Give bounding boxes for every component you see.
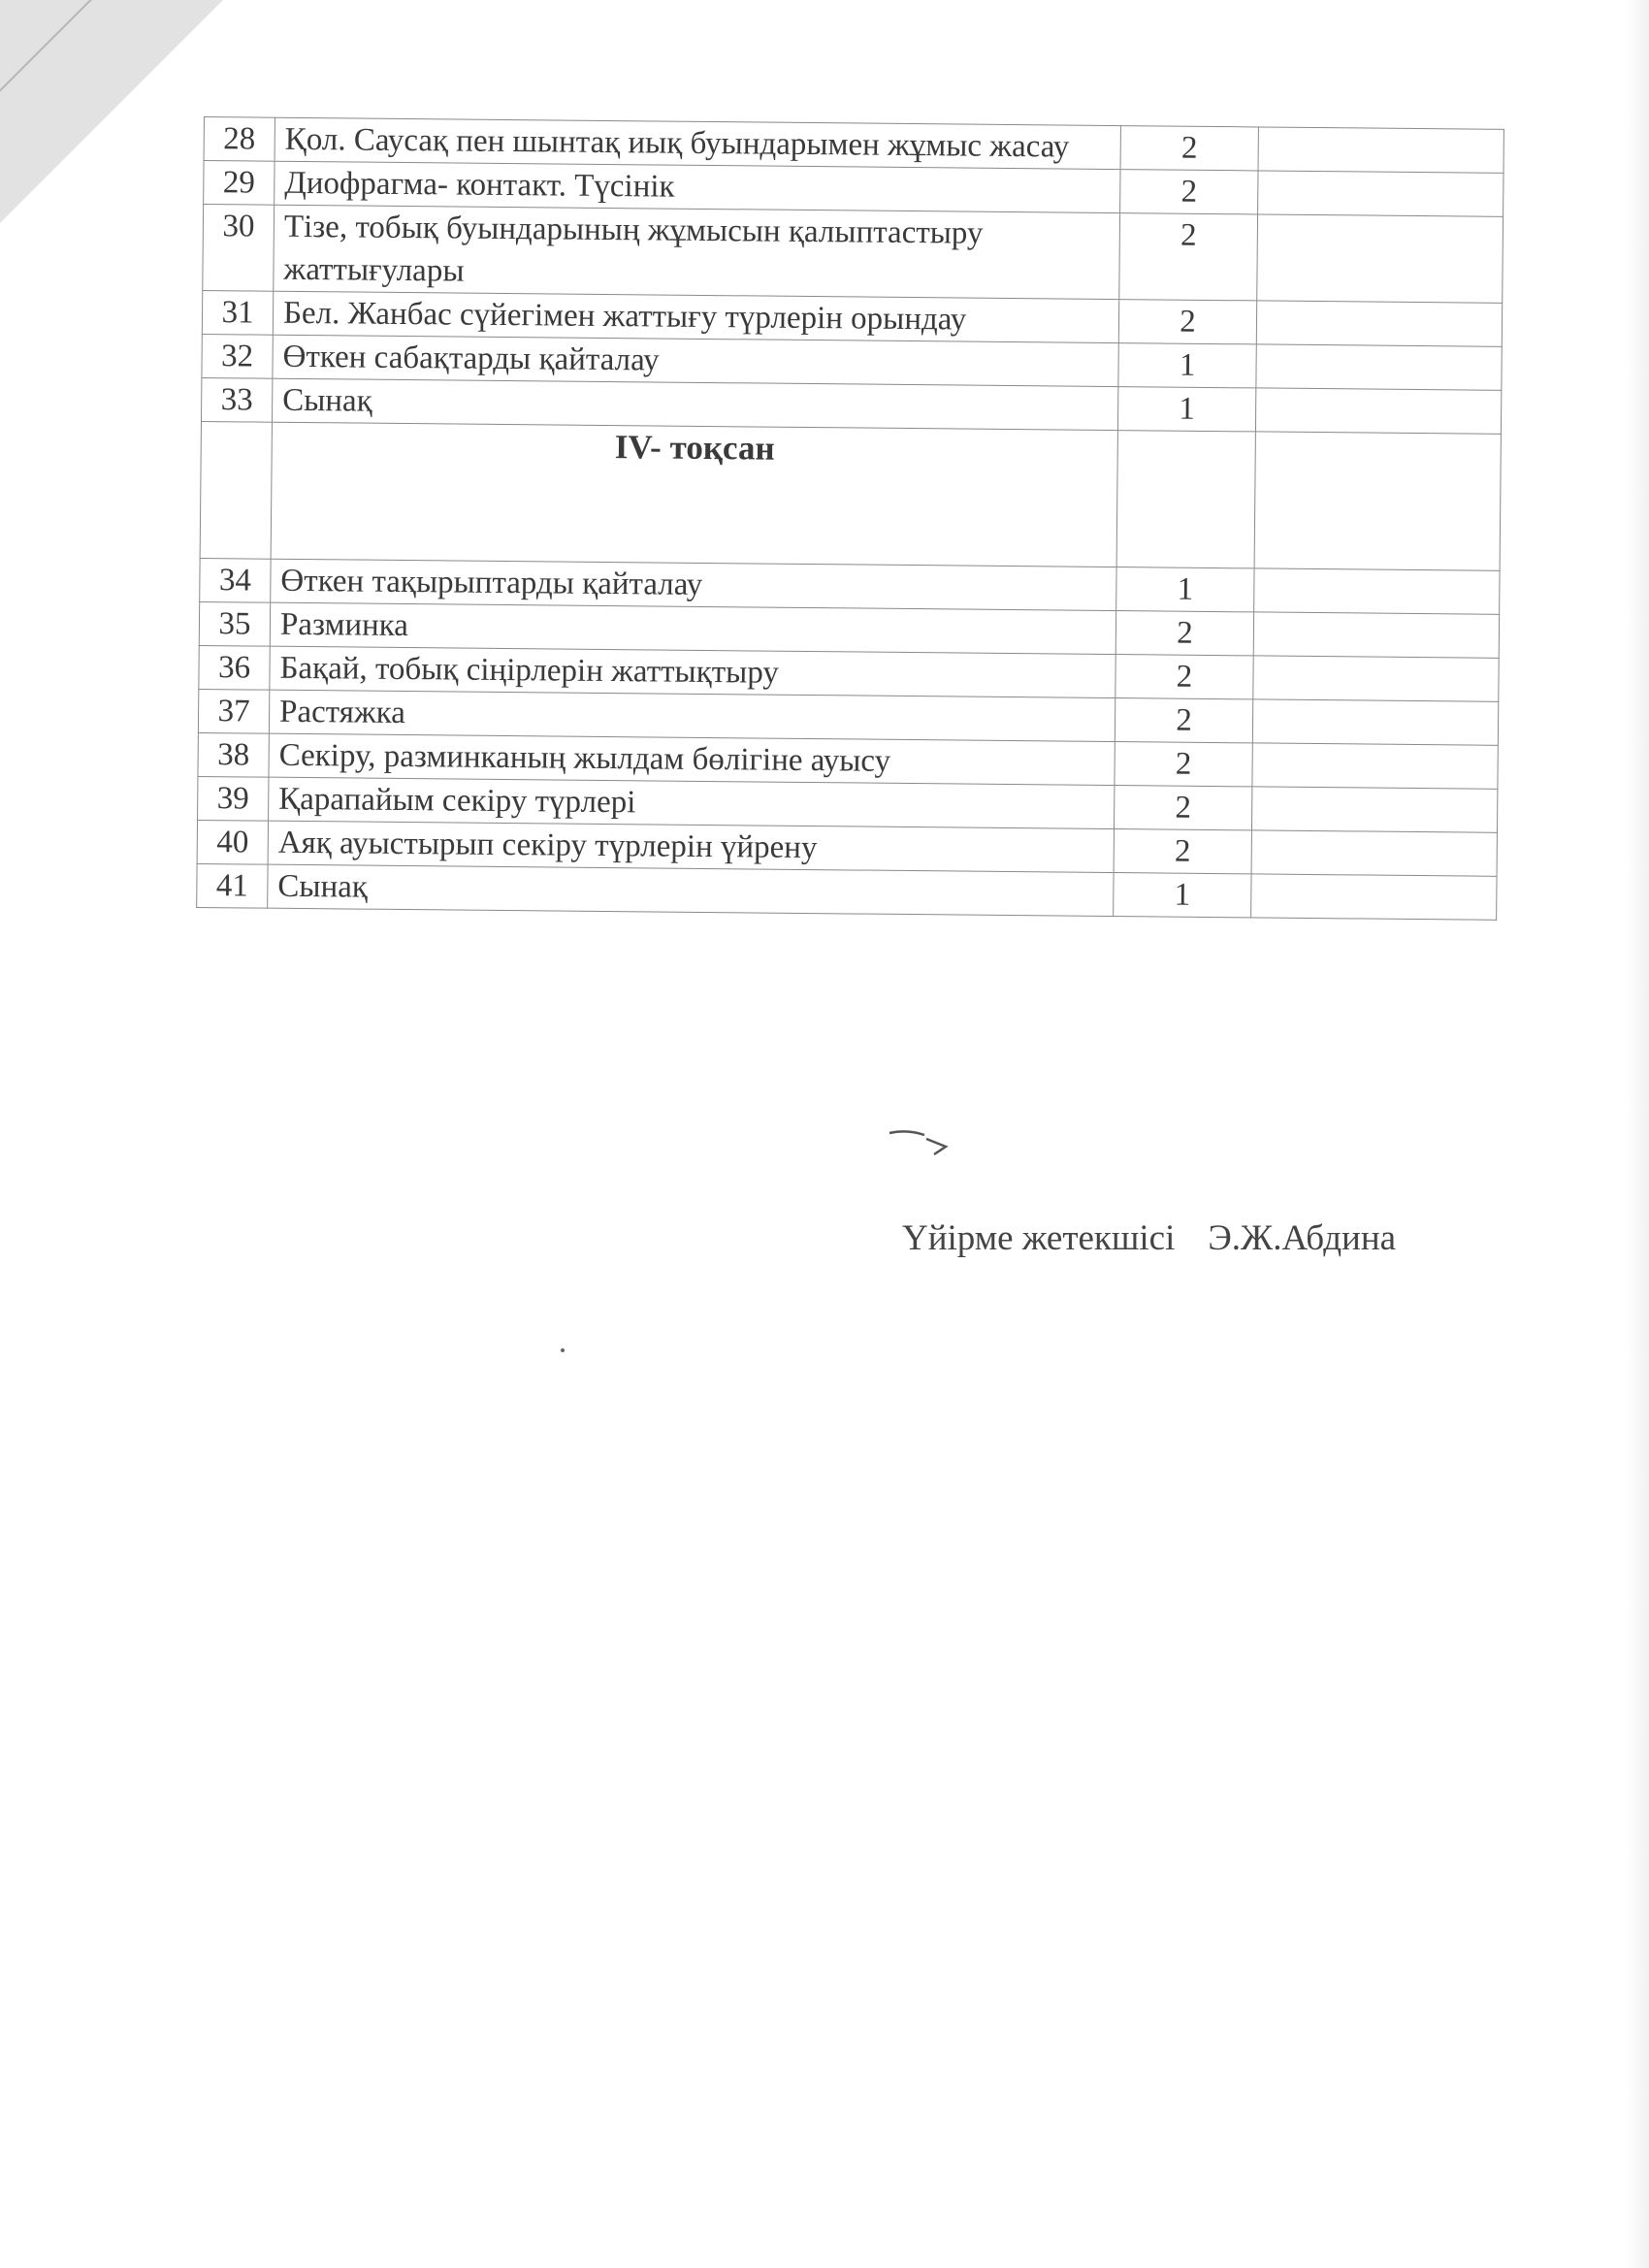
row-hours-cell: 2 <box>1114 829 1251 874</box>
row-topic-cell: Өткен тақырыптарды қайталау <box>271 559 1116 610</box>
row-topic-cell: Сынақ <box>272 378 1117 430</box>
row-number-cell: 31 <box>202 290 273 335</box>
empty-cell <box>1254 432 1501 570</box>
quarter-header-row <box>200 421 1501 570</box>
row-note-cell <box>1257 214 1504 303</box>
row-topic-cell: Өткен сабақтарды қайталау <box>273 335 1118 386</box>
empty-cell <box>200 421 272 559</box>
row-note-cell <box>1258 127 1504 173</box>
row-number-cell: 32 <box>202 334 273 378</box>
row-number-cell: 36 <box>199 645 270 690</box>
row-note-cell <box>1251 787 1497 832</box>
row-number-cell: 28 <box>204 117 275 162</box>
table-body <box>197 117 1504 921</box>
row-hours-cell: 1 <box>1116 567 1254 612</box>
row-hours-cell: 2 <box>1114 786 1251 830</box>
row-topic-cell: Секіру, разминканың жылдам бөлігіне ауысу <box>269 733 1115 785</box>
row-number-cell: 41 <box>197 863 268 908</box>
row-number-cell: 37 <box>198 689 269 733</box>
signature-line <box>902 1217 1396 1259</box>
row-note-cell <box>1258 171 1504 216</box>
row-topic-cell: Аяқ ауыстырып секіру түрлерін үйрену <box>268 821 1114 872</box>
row-note-cell <box>1253 612 1499 658</box>
row-hours-cell: 2 <box>1120 170 1258 214</box>
row-hours-cell: 2 <box>1119 213 1258 301</box>
scan-speck <box>561 1348 565 1352</box>
row-number-cell: 29 <box>204 161 275 206</box>
row-topic-cell: Тізе, тобық буындарының жұмысын қалыптастыру жаттығулары <box>274 205 1120 299</box>
row-note-cell <box>1252 743 1498 789</box>
row-number-cell: 38 <box>198 732 269 777</box>
row-number-cell: 30 <box>203 205 275 292</box>
row-topic-cell: Бақай, тобық сіңірлерін жаттықтыру <box>270 646 1116 697</box>
row-hours-cell: 1 <box>1118 343 1256 388</box>
row-hours-cell: 2 <box>1115 698 1252 743</box>
row-hours-cell: 2 <box>1116 655 1253 699</box>
row-topic-cell: Қол. Саусақ пен шынтақ иық буындарымен жұмыс жасау <box>275 117 1120 169</box>
signature-mark <box>888 1125 965 1164</box>
empty-cell <box>1116 431 1255 568</box>
row-number-cell: 39 <box>198 776 269 821</box>
row-number-cell: 34 <box>200 558 271 602</box>
row-note-cell <box>1254 568 1500 614</box>
row-note-cell <box>1256 344 1502 390</box>
row-topic-cell: Бел. Жанбас сүйегімен жаттығу түрлерін орындау <box>273 291 1118 342</box>
row-hours-cell: 1 <box>1114 873 1251 918</box>
row-number-cell: 33 <box>201 377 272 422</box>
row-note-cell <box>1251 874 1497 920</box>
row-number-cell: 40 <box>197 820 268 864</box>
row-hours-cell: 2 <box>1115 742 1252 787</box>
row-hours-cell: 1 <box>1117 387 1255 432</box>
lesson-plan-table <box>196 116 1504 921</box>
row-note-cell <box>1253 656 1499 701</box>
row-note-cell <box>1255 388 1501 434</box>
row-topic-cell: Разминка <box>270 602 1116 654</box>
row-note-cell <box>1252 699 1498 745</box>
page-edge-shadow <box>1626 0 1649 2268</box>
row-topic-cell: Диофрагма- контакт. Түсінік <box>275 161 1120 212</box>
row-topic-cell: Сынақ <box>268 864 1114 916</box>
signature-name: Э.Ж.Абдина <box>1208 1218 1397 1258</box>
signature-role: Үйірме жетекшісі <box>902 1218 1176 1258</box>
row-note-cell <box>1256 301 1502 346</box>
row-topic-cell: Растяжка <box>269 690 1115 741</box>
row-note-cell <box>1251 830 1497 876</box>
row-topic-cell: Қарапайым секіру түрлері <box>269 777 1115 828</box>
table-row <box>203 205 1504 304</box>
row-number-cell: 35 <box>199 601 270 646</box>
folded-corner <box>0 0 223 223</box>
row-hours-cell: 2 <box>1118 300 1256 344</box>
quarter-heading: IV- тоқсан <box>271 422 1117 567</box>
row-hours-cell: 2 <box>1120 126 1258 171</box>
row-hours-cell: 2 <box>1116 611 1253 656</box>
